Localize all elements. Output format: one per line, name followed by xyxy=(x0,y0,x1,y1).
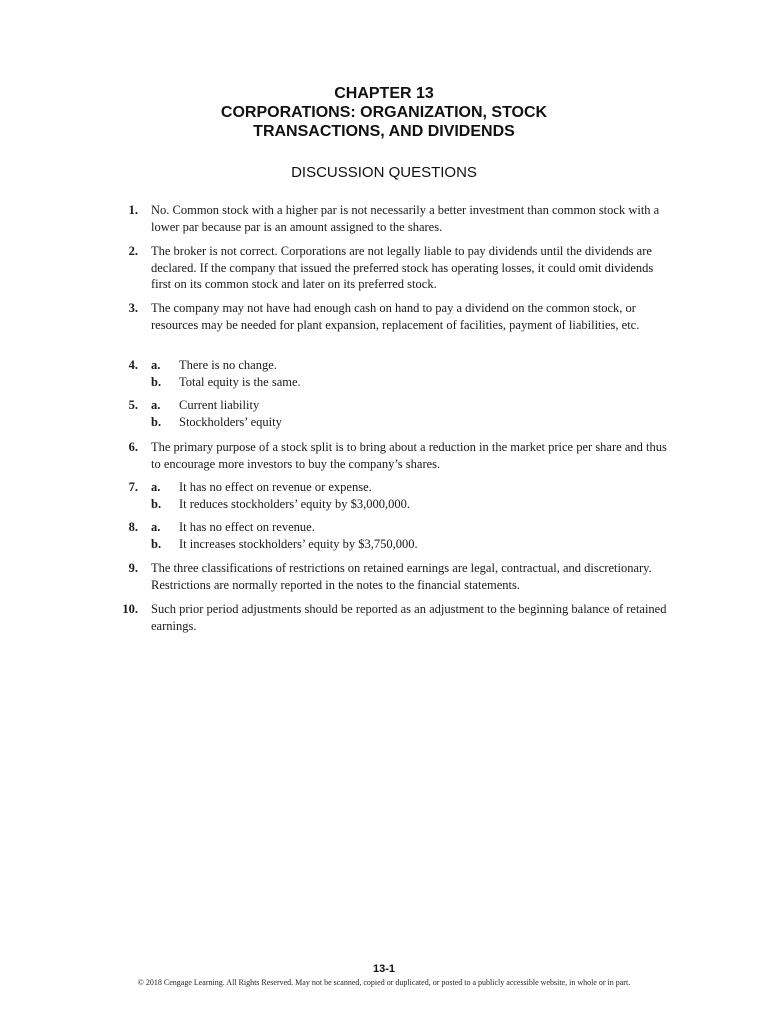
part-text: Current liability xyxy=(179,398,260,412)
question-number: 7. xyxy=(128,480,138,494)
part-letter: b. xyxy=(151,374,162,389)
answer-part xyxy=(151,479,671,496)
answer-part xyxy=(151,519,671,536)
question-number: 8. xyxy=(128,520,138,534)
part-letter: a. xyxy=(151,358,161,372)
answer-part xyxy=(151,496,671,513)
part-text: It has no effect on revenue or expense. xyxy=(179,480,372,494)
answer-part xyxy=(151,374,671,391)
question-answer xyxy=(151,479,671,512)
section-title: DISCUSSION QUESTIONS xyxy=(291,164,477,181)
answer-part xyxy=(151,397,671,414)
question-answer xyxy=(151,357,671,390)
question-answer: The company may not have had enough cash on hand to pay a dividend on the common stock, or resources may be needed for plant expansion, replacement of facilities, payment of liabilities, etc. xyxy=(151,301,640,332)
part-letter: a. xyxy=(151,480,161,494)
question-answer: Such prior period adjustments should be reported as an adjustment to the beginning balance of retained earnings. xyxy=(151,602,667,633)
chapter-title-line-2: TRANSACTIONS, AND DIVIDENDS xyxy=(253,123,515,140)
question-number: 2. xyxy=(128,244,138,258)
answer-part xyxy=(151,536,671,553)
part-text: It reduces stockholders’ equity by $3,000,000. xyxy=(179,496,410,511)
question-number: 6. xyxy=(128,440,138,454)
question-answer xyxy=(151,397,671,430)
chapter-header xyxy=(0,84,768,141)
part-text: Total equity is the same. xyxy=(179,374,301,389)
question-number: 3. xyxy=(128,301,138,315)
chapter-number: CHAPTER 13 xyxy=(334,85,434,102)
part-letter: a. xyxy=(151,520,161,534)
copyright-notice: © 2018 Cengage Learning. All Rights Reserved. May not be scanned, copied or duplicated, or posted to a publicly accessible website, in whole or in part. xyxy=(137,978,631,987)
question-number: 10. xyxy=(122,602,138,616)
part-letter: a. xyxy=(151,398,161,412)
question-answer: The three classifications of restrictions on retained earnings are legal, contractual, and discretionary. Restrictions are normally reported in the notes to the financial statements. xyxy=(151,561,652,592)
part-text: There is no change. xyxy=(179,358,277,372)
answer-part xyxy=(151,357,671,374)
question-answer: The broker is not correct. Corporations are not legally liable to pay dividends until the dividends are declared. If the company that issued the preferred stock has operating losses, it could omit dividends first on its common stock and later on its preferred stock. xyxy=(151,244,654,291)
part-letter: b. xyxy=(151,536,162,551)
part-letter: b. xyxy=(151,496,162,511)
part-text: It increases stockholders’ equity by $3,750,000. xyxy=(179,536,418,551)
question-number: 1. xyxy=(128,203,138,217)
chapter-title-line-1: CORPORATIONS: ORGANIZATION, STOCK xyxy=(220,104,548,121)
part-text: It has no effect on revenue. xyxy=(179,520,315,534)
question-answer: The primary purpose of a stock split is to bring about a reduction in the market price per share and thus to encourage more investors to buy the company’s shares. xyxy=(151,440,667,471)
question-answer xyxy=(151,519,671,552)
question-number: 5. xyxy=(128,398,138,412)
question-number: 9. xyxy=(128,561,138,575)
part-text: Stockholders’ equity xyxy=(179,414,282,429)
page-number: 13-1 xyxy=(372,963,396,975)
answer-part xyxy=(151,414,671,431)
question-number: 4. xyxy=(128,358,138,372)
question-answer: No. Common stock with a higher par is not necessarily a better investment than common stock with a lower par because par is an amount assigned to the shares. xyxy=(151,203,660,234)
part-letter: b. xyxy=(151,414,162,429)
